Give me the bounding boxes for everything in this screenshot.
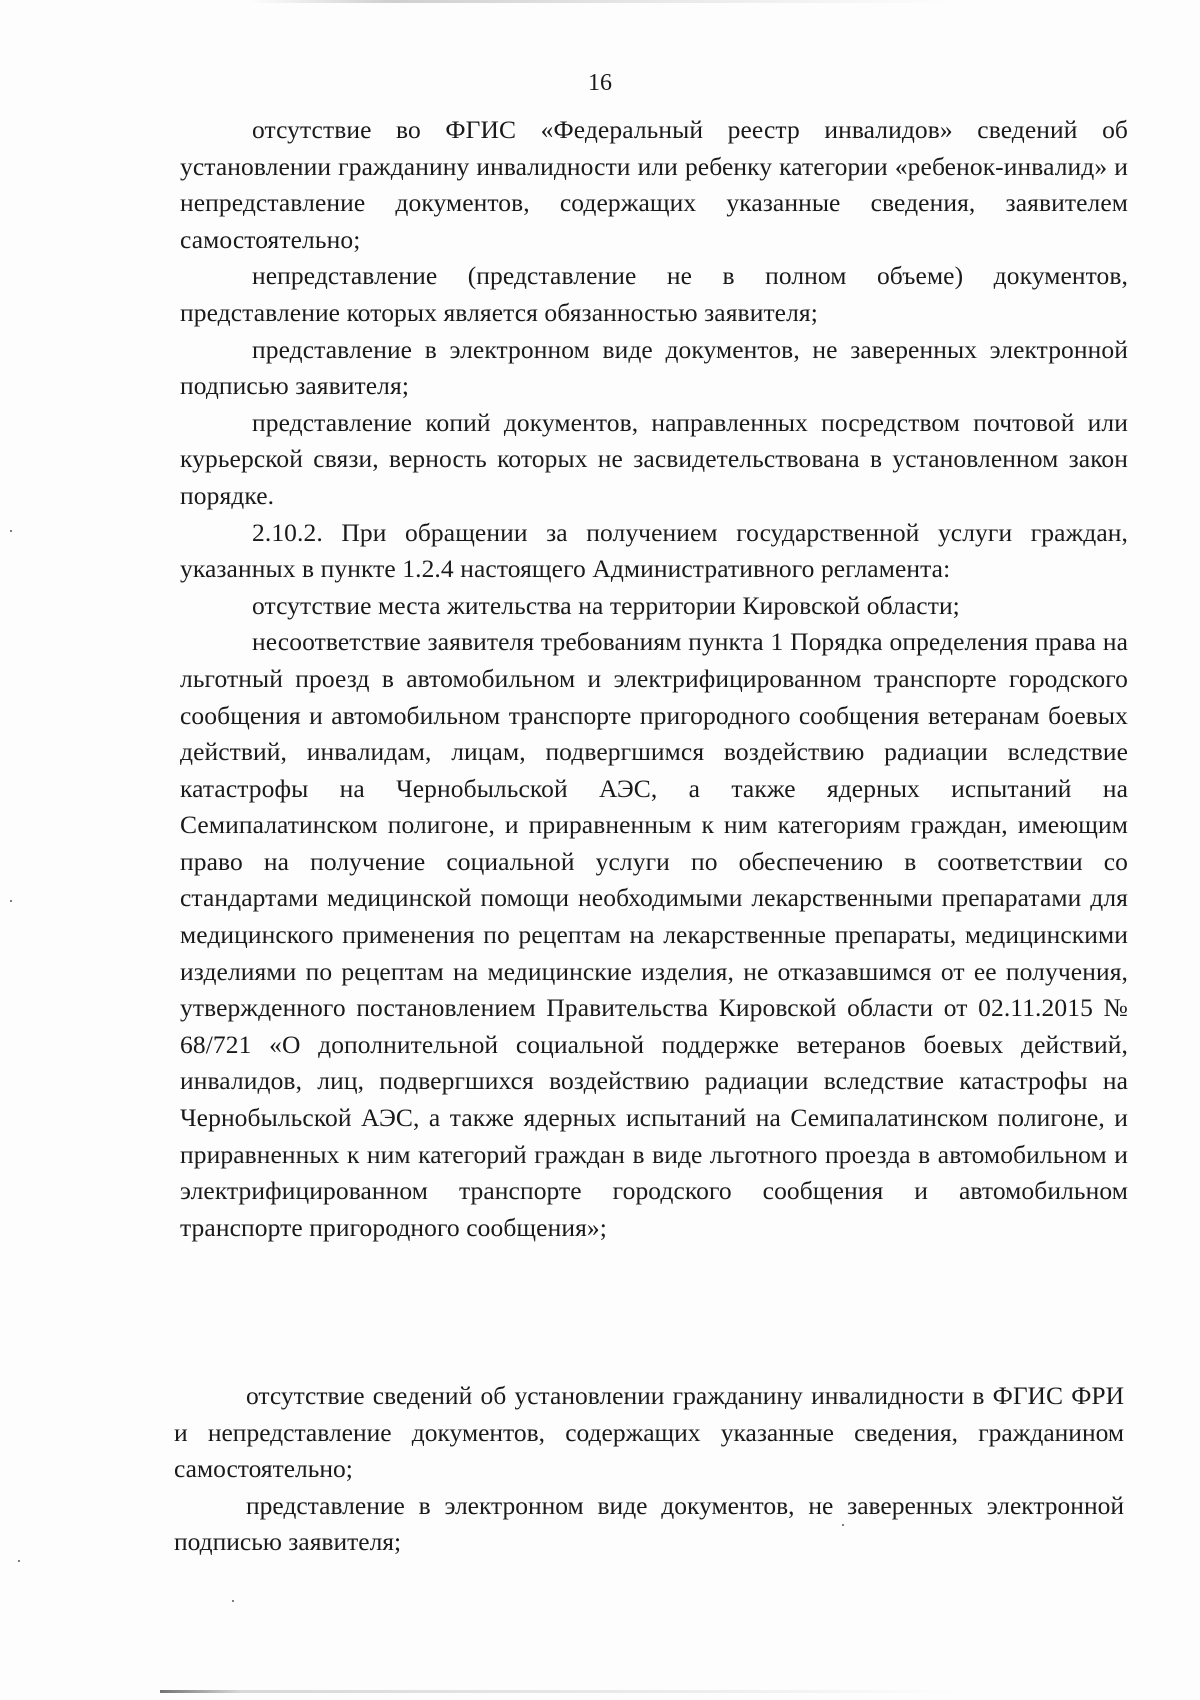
document-body-upper (180, 112, 1128, 1246)
document-body-lower (174, 1378, 1124, 1561)
paragraph: отсутствие сведений об установлении гражданину инвалидности в ФГИС ФРИ и непредставление документов, содержащих указанные сведения, гражданином самостоятельно; (174, 1381, 1124, 1484)
scan-edge-top (250, 0, 950, 3)
paragraph: отсутствие во ФГИС «Федеральный реестр инвалидов» сведений об установлении гражданину инвалидности или ребенку категории «ребенок-инвалид» и непредставление документов, содержащих указанные сведения, заявителем самостоятельно; (180, 115, 1128, 254)
paragraph: отсутствие места жительства на территории Кировской области; (252, 590, 960, 620)
paragraph: представление в электронном виде документов, не заверенных электронной подписью заявителя; (174, 1490, 1124, 1557)
paragraph: непредставление (представление не в полном объеме) документов, представление которых является обязанностью заявителя; (180, 261, 1128, 327)
paragraph: представление копий документов, направленных посредством почтовой или курьерской связи, верность которых не засвидетельствована в установленном закон порядке. (180, 407, 1128, 510)
scan-edge-bottom (160, 1690, 960, 1693)
scan-speck (10, 900, 12, 902)
scan-speck (10, 530, 12, 532)
scan-speck (18, 1560, 20, 1562)
page-number: 16 (588, 70, 612, 96)
paragraph: несоответствие заявителя требованиям пункта 1 Порядка определения права на льготный проезд в автомобильном и электрифицированном транспорте городского сообщения и автомобильном транспорте пригородного сообщения ветеранам боевых действий, инвалидам, лицам, подвергшимся воздействию радиации вследствие катастрофы на Чернобыльской АЭС, а также ядерных испытаний на Семипалатинском полигоне, и приравненным к ним категориям граждан, имеющим право на получение социальной услуги по обеспечению в соответствии со стандартами медицинской помощи необходимыми лекарственными препаратами для медицинского применения по рецептам на лекарственные препараты, медицинскими изделиями по рецептам на медицинские изделия, не отказавшимся от ее получения, утвержденного постановлением Правительства Кировской области от 02.11.2015 № 68/721 «О дополнительной социальной поддержке ветеранов боевых действий, инвалидов, лиц, подвергшихся воздействию радиации вследствие катастрофы на Чернобыльской АЭС, а также ядерных испытаний на Семипалатинском полигоне, и приравненных к ним категорий граждан в виде льготного проезда в автомобильном и электрифицированном транспорте городского сообщения и автомобильном транспорте пригородного сообщения»; (180, 627, 1128, 1242)
paragraph: 2.10.2. При обращении за получением государственной услуги граждан, указанных в пункте 1.2.4 настоящего Административного регламента: (180, 517, 1128, 584)
scan-speck (232, 1600, 234, 1602)
paragraph: представление в электронном виде документов, не заверенных электронной подписью заявителя; (180, 334, 1128, 401)
